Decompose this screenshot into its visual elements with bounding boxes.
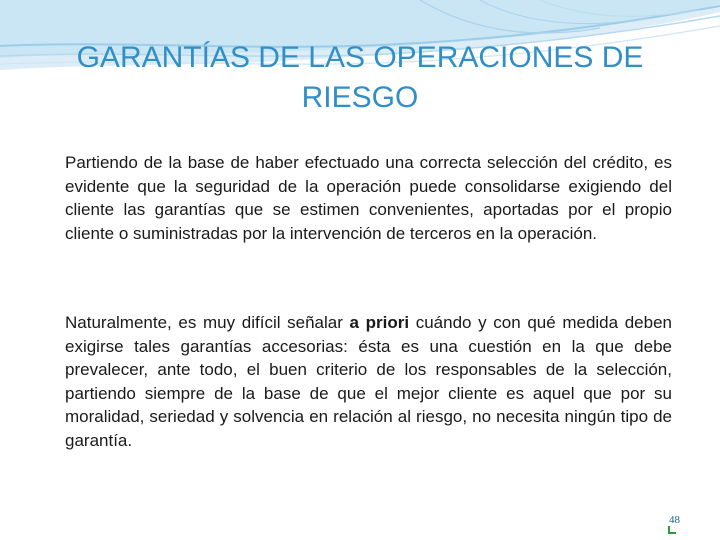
paragraph-2-emphasis: a priori [349, 313, 410, 332]
page-number: 48 [669, 514, 680, 526]
paragraph-2-text-end: cuándo y con qué medida deben exigirse tales garantías accesorias: ésta es una cuestión en la que debe prevalecer, ante todo, el buen criterio de los responsables de la selección, partiendo siempre de la base de que el mejor cliente es aquel que por su moralidad, seriedad y solvencia en relación al riesgo, no necesita ningún tipo de garantía. [65, 313, 672, 450]
body-paragraph-1: Partiendo de la base de haber efectuado una correcta selección del crédito, es evidente que la seguridad de la operación puede consolidarse exigiendo del cliente las garantías que se estimen convenientes, aportadas por el propio cliente o suministradas por la intervención de terceros en la operación. [65, 153, 672, 243]
corner-mark-icon [668, 526, 676, 534]
slide-title-line-2: RIESGO [301, 81, 419, 114]
slide-title [40, 38, 680, 118]
paragraph-2-text-start: Naturalmente, es muy difícil señalar [65, 313, 350, 332]
slide-title-line-1: GARANTÍAS DE LAS OPERACIONES DE [76, 41, 644, 74]
body-paragraph-2 [65, 311, 672, 452]
